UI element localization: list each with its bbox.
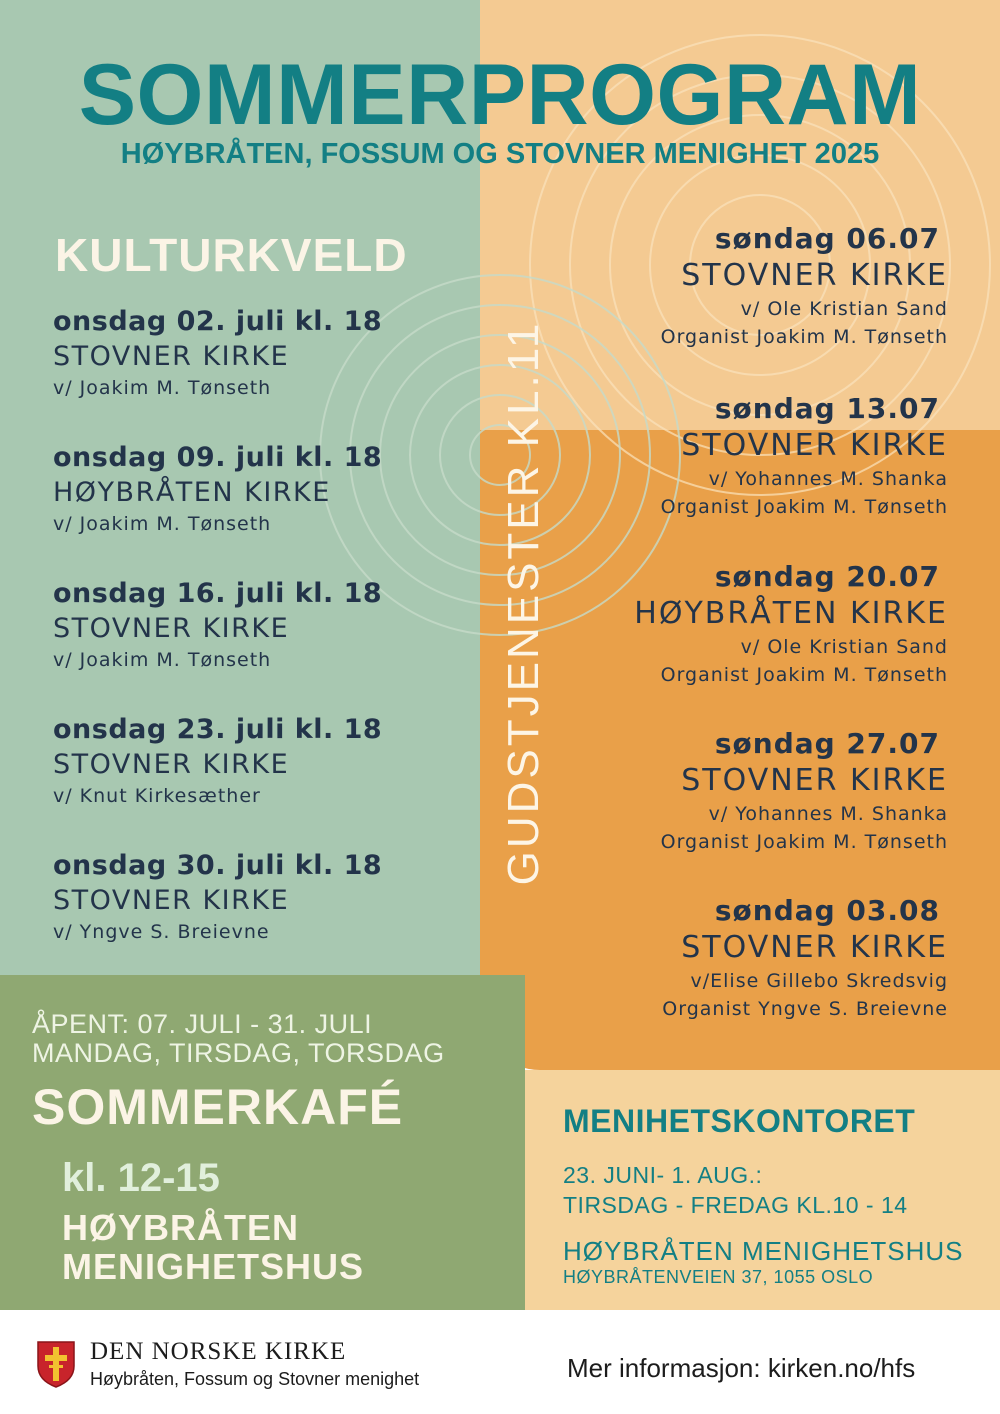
kulturkveld-event <box>53 305 493 401</box>
kulturkveld-event <box>53 849 493 945</box>
service-place: HØYBRÅTEN KIRKE <box>634 596 948 631</box>
cafe-time: kl. 12-15 <box>62 1156 220 1200</box>
service-date: søndag 03.08 <box>714 894 940 927</box>
service-date: søndag 06.07 <box>714 222 940 255</box>
service-place: STOVNER KIRKE <box>681 428 948 463</box>
service-organist: Organist Yngve S. Breievne <box>662 998 948 1020</box>
service-item <box>548 559 948 689</box>
service-leader: v/Elise Gillebo Skredsvig <box>690 970 948 992</box>
page-subtitle: HØYBRÅTEN, FOSSUM OG STOVNER MENIGHET 2025 <box>120 138 880 170</box>
service-leader: v/ Ole Kristian Sand <box>740 636 948 658</box>
service-leader: v/ Yohannes M. Shanka <box>708 803 948 825</box>
kulturkveld-heading: KULTURKVELD <box>55 229 408 281</box>
org-name: DEN NORSKE KIRKE <box>90 1338 347 1365</box>
event-leader: v/ Joakim M. Tønseth <box>53 377 272 399</box>
cafe-title: SOMMERKAFÉ <box>32 1079 404 1135</box>
cafe-opening <box>32 1010 445 1068</box>
service-place: STOVNER KIRKE <box>681 930 948 965</box>
service-place: STOVNER KIRKE <box>681 258 948 293</box>
event-place: STOVNER KIRKE <box>53 613 290 644</box>
kulturkveld-event <box>53 577 493 673</box>
office-hours <box>563 1160 908 1220</box>
cafe-open-dates: ÅPENT: 07. JULI - 31. JULI <box>32 1009 373 1039</box>
cafe-place-line2: MENIGHETSHUS <box>62 1246 365 1287</box>
service-item <box>548 726 948 856</box>
event-date: onsdag 09. juli kl. 18 <box>53 442 383 473</box>
event-date: onsdag 02. juli kl. 18 <box>53 306 383 337</box>
service-item <box>548 391 948 521</box>
office-place: HØYBRÅTEN MENIGHETSHUS <box>563 1236 964 1266</box>
church-shield-icon <box>36 1340 76 1388</box>
event-place: HØYBRÅTEN KIRKE <box>53 477 331 508</box>
event-date: onsdag 16. juli kl. 18 <box>53 578 383 609</box>
kulturkveld-event <box>53 441 493 537</box>
kulturkveld-event <box>53 713 493 809</box>
service-date: søndag 13.07 <box>714 392 940 425</box>
event-date: onsdag 23. juli kl. 18 <box>53 714 383 745</box>
gudstjenester-label-text: GUDSTJENESTER KL.11 <box>499 320 548 885</box>
office-address: HØYBRÅTENVEIEN 37, 1055 OSLO <box>563 1267 874 1287</box>
office-days: TIRSDAG - FREDAG KL.10 - 14 <box>563 1192 908 1218</box>
cafe-place-line1: HØYBRÅTEN <box>62 1207 300 1248</box>
service-date: søndag 20.07 <box>714 560 940 593</box>
office-dates: 23. JUNI- 1. AUG.: <box>563 1162 763 1188</box>
service-organist: Organist Joakim M. Tønseth <box>660 496 948 518</box>
event-place: STOVNER KIRKE <box>53 341 290 372</box>
service-item <box>548 221 948 351</box>
cafe-place <box>62 1208 364 1286</box>
event-leader: v/ Yngve S. Breievne <box>53 921 270 943</box>
service-organist: Organist Joakim M. Tønseth <box>660 664 948 686</box>
service-organist: Organist Joakim M. Tønseth <box>660 326 948 348</box>
event-place: STOVNER KIRKE <box>53 749 290 780</box>
event-date: onsdag 30. juli kl. 18 <box>53 850 383 881</box>
service-item <box>548 893 948 1023</box>
event-place: STOVNER KIRKE <box>53 885 290 916</box>
more-info-link[interactable]: Mer informasjon: kirken.no/hfs <box>567 1353 916 1383</box>
page-title: SOMMERPROGRAM <box>78 47 922 143</box>
event-leader: v/ Knut Kirkesæther <box>53 785 261 807</box>
service-place: STOVNER KIRKE <box>681 763 948 798</box>
office-title: MENIHETSKONTORET <box>563 1103 916 1139</box>
service-organist: Organist Joakim M. Tønseth <box>660 831 948 853</box>
service-leader: v/ Yohannes M. Shanka <box>708 468 948 490</box>
service-date: søndag 27.07 <box>714 727 940 760</box>
event-leader: v/ Joakim M. Tønseth <box>53 649 272 671</box>
event-leader: v/ Joakim M. Tønseth <box>53 513 272 535</box>
service-leader: v/ Ole Kristian Sand <box>740 298 948 320</box>
cafe-open-days: MANDAG, TIRSDAG, TORSDAG <box>32 1038 445 1068</box>
org-subtitle: Høybråten, Fossum og Stovner menighet <box>90 1369 420 1389</box>
